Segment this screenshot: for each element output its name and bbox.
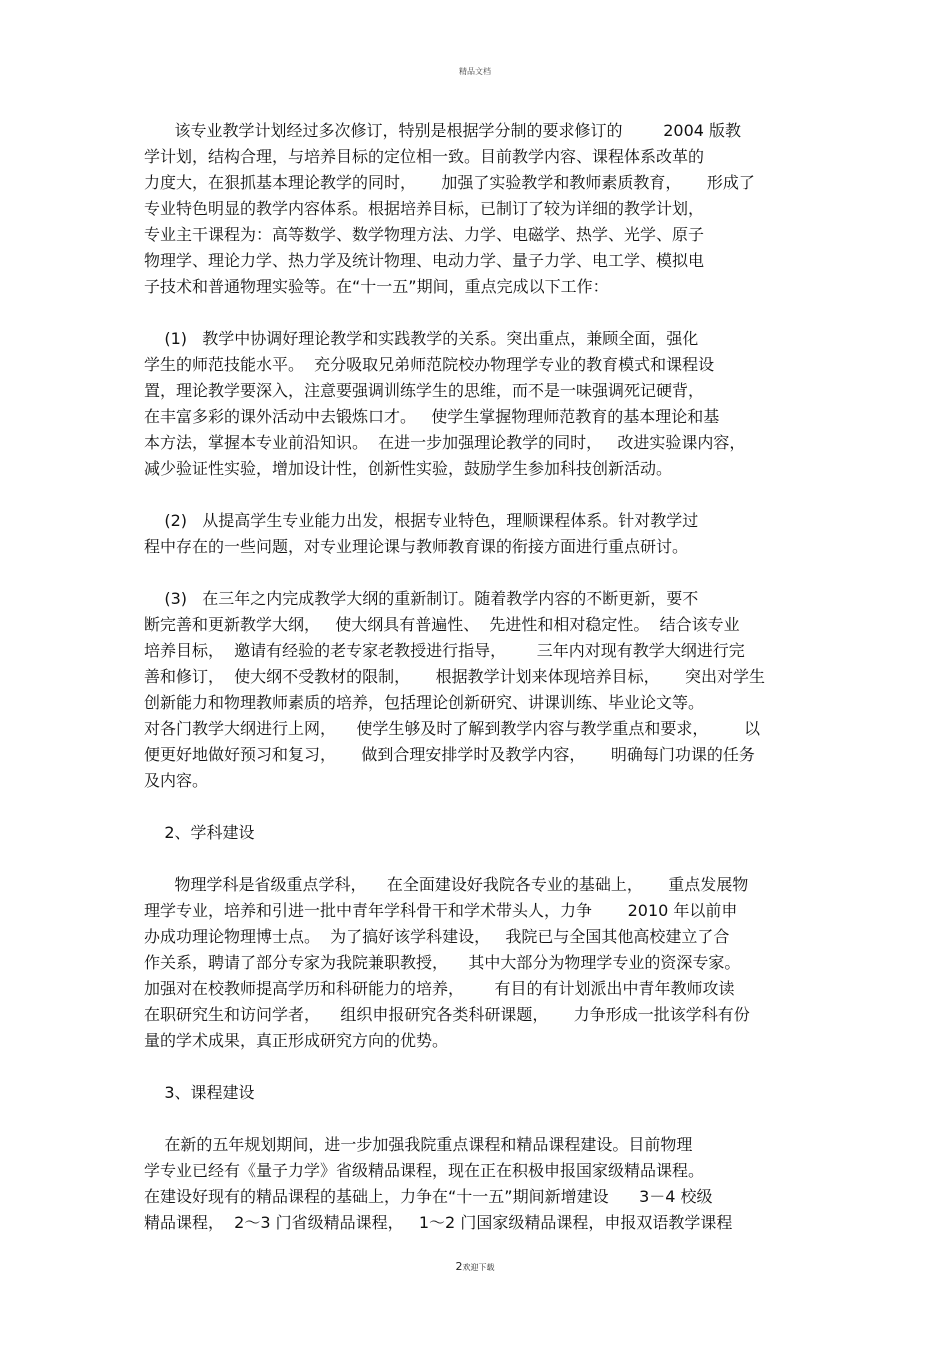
text-line: 善和修订， 使大纲不受教材的限制， 根据教学计划来体现培养目标， 突出对学生 xyxy=(144,667,766,686)
text-line: 及内容。 xyxy=(144,771,209,790)
text-line: 学生的师范技能水平。 充分吸取兄弟师范院校办物理学专业的教育模式和课程设 xyxy=(144,355,715,374)
text-line: (3) 在三年之内完成教学大纲的重新制订。随着教学内容的不断更新，要不 xyxy=(144,589,699,608)
paragraph-gap xyxy=(144,560,808,586)
paragraph xyxy=(144,118,808,300)
document-body xyxy=(144,118,808,1236)
paragraph xyxy=(144,326,808,482)
text-line: 在新的五年规划期间，进一步加强我院重点课程和精品课程建设。目前物理 xyxy=(144,1135,693,1154)
paragraph-gap xyxy=(144,482,808,508)
page-header: 精品文档 xyxy=(459,67,491,76)
text-line: 3、课程建设 xyxy=(144,1083,255,1102)
paragraph xyxy=(144,872,808,1054)
text-line: 学计划，结构合理，与培养目标的定位相一致。目前教学内容、课程体系改革的 xyxy=(144,147,705,166)
text-line: 专业特色明显的教学内容体系。根据培养目标，已制订了较为详细的教学计划， xyxy=(144,199,705,218)
text-line: 理学专业，培养和引进一批中青年学科骨干和学术带头人，力争 2010 年以前申 xyxy=(144,901,738,920)
paragraph-gap xyxy=(144,846,808,872)
paragraph-gap xyxy=(144,300,808,326)
text-line: 该专业教学计划经过多次修订，特别是根据学分制的要求修订的 2004 版教 xyxy=(144,121,742,140)
text-line: 精品课程， 2～3 门省级精品课程， 1～2 门国家级精品课程，申报双语教学课程 xyxy=(144,1213,733,1232)
text-line: (2) 从提高学生专业能力出发，根据专业特色，理顺课程体系。针对教学过 xyxy=(144,511,699,530)
text-line: 力度大，在狠抓基本理论教学的同时， 加强了实验教学和教师素质教育， 形成了 xyxy=(144,173,755,192)
page-number: 2 xyxy=(455,1260,463,1273)
text-line: 办成功理论物理博士点。 为了搞好该学科建设， 我院已与全国其他高校建立了合 xyxy=(144,927,730,946)
text-line: 物理学科是省级重点学科， 在全面建设好我院各专业的基础上， 重点发展物 xyxy=(144,875,749,894)
text-line: 量的学术成果，真正形成研究方向的优势。 xyxy=(144,1031,449,1050)
footer-text: 欢迎下载 xyxy=(462,1263,495,1272)
text-line: 程中存在的一些问题，对专业理论课与教师教育课的衔接方面进行重点研讨。 xyxy=(144,537,689,556)
text-line: 在丰富多彩的课外活动中去锻炼口才。 使学生掌握物理师范教育的基本理论和基 xyxy=(144,407,720,426)
text-line: 培养目标， 邀请有经验的老专家老教授进行指导， 三年内对现有教学大纲进行完 xyxy=(144,641,745,660)
text-line: 子技术和普通物理实验等。在“十一五”期间，重点完成以下工作： xyxy=(144,277,609,296)
text-line: 2、学科建设 xyxy=(144,823,255,842)
text-line: 学专业已经有《量子力学》省级精品课程，现在正在积极申报国家级精品课程。 xyxy=(144,1161,705,1180)
text-line: 在建设好现有的精品课程的基础上，力争在“十一五”期间新增建设 3－4 校级 xyxy=(144,1187,713,1206)
paragraph-gap xyxy=(144,1054,808,1080)
text-line: 本方法，掌握本专业前沿知识。 在进一步加强理论教学的同时， 改进实验课内容， xyxy=(144,433,746,452)
text-line: 在职研究生和访问学者， 组织申报研究各类科研课题， 力争形成一批该学科有份 xyxy=(144,1005,750,1024)
text-line: 置，理论教学要深入，注意要强调训练学生的思维，而不是一味强调死记硬背， xyxy=(144,381,705,400)
paragraph xyxy=(144,508,808,560)
text-line: 作关系，聘请了部分专家为我院兼职教授， 其中大部分为物理学专业的资深专家。 xyxy=(144,953,741,972)
text-line: 对各门教学大纲进行上网， 使学生够及时了解到教学内容与教学重点和要求， 以 xyxy=(144,719,760,738)
text-line: 加强对在校教师提高学历和科研能力的培养， 有目的有计划派出中青年教师攻读 xyxy=(144,979,735,998)
text-line: 减少验证性实验，增加设计性，创新性实验，鼓励学生参加科技创新活动。 xyxy=(144,459,673,478)
text-line: 断完善和更新教学大纲， 使大纲具有普遍性、 先进性和相对稳定性。 结合该专业 xyxy=(144,615,740,634)
text-line: 专业主干课程为：高等数学、数学物理方法、力学、电磁学、热学、光学、原子 xyxy=(144,225,705,244)
paragraph-gap xyxy=(144,794,808,820)
paragraph xyxy=(144,1132,808,1236)
text-line: 便更好地做好预习和复习， 做到合理安排学时及教学内容， 明确每门功课的任务 xyxy=(144,745,755,764)
page-footer xyxy=(0,1260,950,1273)
paragraph xyxy=(144,586,808,794)
text-line: 物理学、理论力学、热力学及统计物理、电动力学、量子力学、电工学、模拟电 xyxy=(144,251,705,270)
text-line: (1) 教学中协调好理论教学和实践教学的关系。突出重点，兼顾全面，强化 xyxy=(144,329,699,348)
paragraph xyxy=(144,1080,808,1106)
paragraph xyxy=(144,820,808,846)
paragraph-gap xyxy=(144,1106,808,1132)
text-line: 创新能力和物理教师素质的培养，包括理论创新研究、讲课训练、毕业论文等。 xyxy=(144,693,705,712)
